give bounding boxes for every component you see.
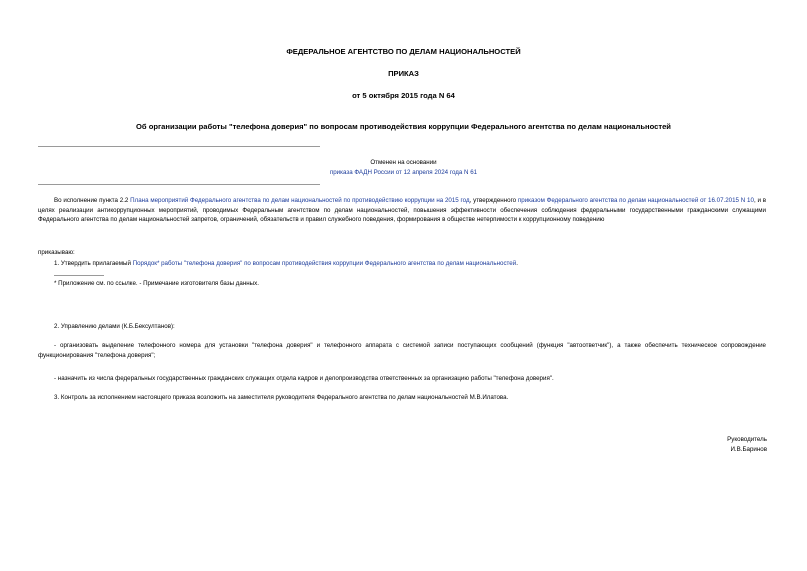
divider-bottom xyxy=(38,184,320,185)
divider-top xyxy=(38,146,320,147)
annulled-order-link[interactable]: приказа ФАДН России от 12 апреля 2024 года N 61 xyxy=(329,169,478,176)
item-3: 3. Контроль за исполнением настоящего приказа возложить на заместителя руководителя Федерального агентства по делам национальностей М.В.Илатова. xyxy=(54,394,509,401)
item-1 xyxy=(54,259,766,269)
plan-link[interactable]: Плана мероприятий Федерального агентства по делам национальностей по противодействию коррупции на 2015 год xyxy=(130,197,470,204)
footnote: * Приложение см. по ссылке. - Примечание изготовителя базы данных. xyxy=(54,280,259,287)
order-link[interactable]: приказом Федерального агентства по делам национальностей от 16.07.2015 N 10 xyxy=(517,197,754,204)
preamble-text-3: , и в целях реализации антикоррупционных мероприятий, проводимых Федеральным агентством по делам национальностей, повышения эффективности обеспечения соблюдения федеральными государственными гражданскими служащими Федерального агентства по делам национальностей запретов, ограничений, обязательств и правил служебного поведения, формирования в обществе нетерпимости к коррупционному поведению xyxy=(38,197,766,224)
document-date-number: от 5 октября 2015 года N 64 xyxy=(352,91,455,100)
signature-name: И.В.Баринов xyxy=(730,446,767,453)
document-type: ПРИКАЗ xyxy=(388,69,419,78)
item-1-prefix: 1. Утвердить прилагаемый xyxy=(54,260,133,267)
agency-name: ФЕДЕРАЛЬНОЕ АГЕНТСТВО ПО ДЕЛАМ НАЦИОНАЛЬНОСТЕЙ xyxy=(286,47,521,56)
preamble-text-2: , утвержденного xyxy=(469,197,518,204)
footnote-divider xyxy=(54,275,104,276)
signature-position: Руководитель xyxy=(727,436,767,443)
annulled-link-wrap xyxy=(0,168,807,178)
orders-word: приказываю: xyxy=(38,249,75,256)
preamble-paragraph xyxy=(38,196,766,225)
procedure-link[interactable]: Порядок* работы "телефона доверия" по вопросам противодействия коррупции Федерального агентства по делам национальностей xyxy=(132,260,517,267)
annulled-notice: Отменен на основании xyxy=(370,159,437,166)
preamble-text-1: Во исполнение пункта 2.2 xyxy=(54,197,131,204)
document-title: Об организации работы "телефона доверия" по вопросам противодействия коррупции Федерального агентства по делам национальностей xyxy=(136,122,671,131)
item-2: 2. Управлению делами (К.Б.Бексултанов): xyxy=(54,323,175,330)
item-2-b: - назначить из числа федеральных государственных гражданских служащих отдела кадров и делопроизводства ответственных за организацию работы "телефона доверия". xyxy=(54,375,554,382)
item-1-suffix: . xyxy=(516,260,518,267)
item-2-a: - организовать выделение телефонного номера для установки "телефона доверия" и телефонного аппарата с системой записи поступающих сообщений (функция "автоответчик"), а также обеспечить техническое сопровождение функционирования "телефона доверия"; xyxy=(38,342,766,359)
